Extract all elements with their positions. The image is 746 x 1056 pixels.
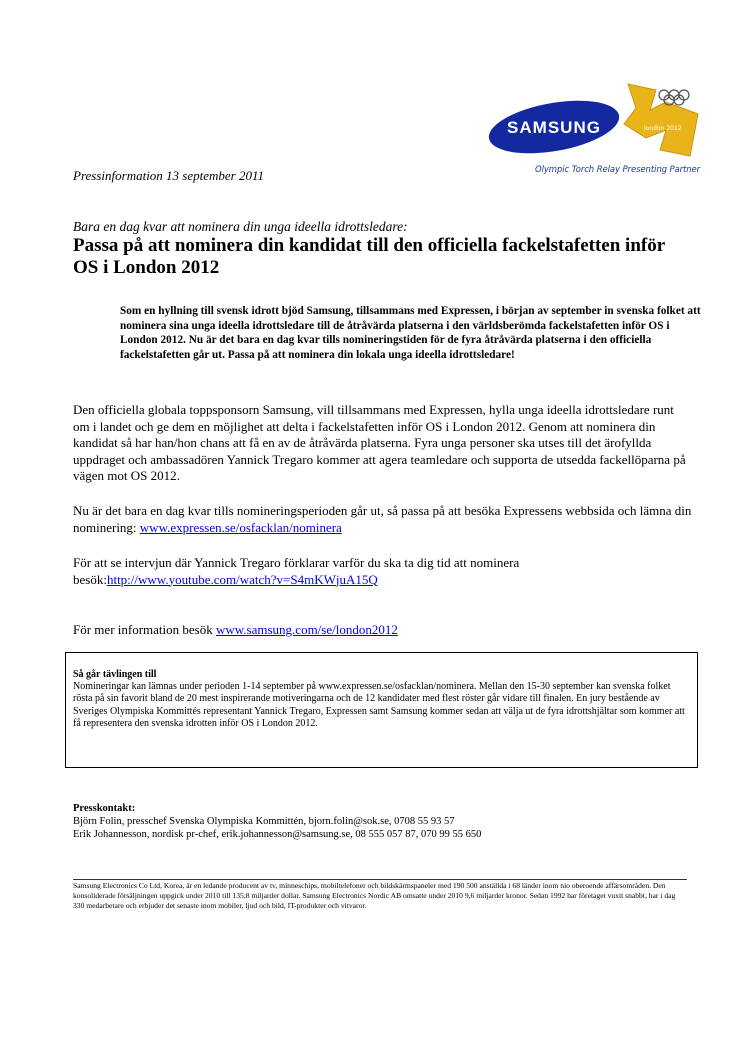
press-contact-line-1: Björn Folin, presschef Svenska Olympiska Kommittén, bjorn.folin@sok.se, 0708 55 93 57 bbox=[73, 816, 455, 827]
kicker: Bara en dag kvar att nominera din unga ideella idrottsledare: bbox=[73, 219, 408, 234]
body-paragraph-2 bbox=[73, 503, 693, 536]
svg-text:SAMSUNG: SAMSUNG bbox=[507, 118, 601, 137]
footer-boilerplate: Samsung Electronics Co Ltd, Korea, är en ledande producent av tv, minneschips, mobiltelefoner och bildskärmspaneler med 190 500 anställda i 68 länder inom nio oberoende affärsområden. Den konsoliderade försäljningen uppgick under 2010 till 135,8 miljarder dollar. Samsung Electronics Nordic AB omsatte under 2010 9,6 miljarder kronor. Sedan 1992 har företaget vuxit snabbt, har i dag 330 medarbetare och erbjuder det senaste inom mobiler, ljud och bild, IT-produkter och vitvaror. bbox=[73, 881, 676, 910]
dateline: Pressinformation 13 september 2011 bbox=[73, 168, 265, 183]
headline: Passa på att nominera din kandidat till den officiella fackelstafetten inför OS i London 2012 bbox=[73, 235, 665, 278]
info-box-text: Nomineringar kan lämnas under perioden 1-14 september på www.expressen.se/osfacklan/nominera. Mellan den 15-30 september kan svenska folket rösta på sin favorit bland de 20 mest inspirerande motiveringarna och de 12 kandidater med flest röster går vidare till finalen. En jury bestående av Sveriges Olympiska Kommittés representant Yannick Tregaro, Expressen samt Samsung kommer sedan att välja ut de fyra idrottshjältar som kommer att få representera den svenska idrotten inför OS i London 2012. bbox=[73, 681, 685, 729]
paragraph-2-text: Nu är det bara en dag kvar tills nomineringsperioden går ut, så passa på att besöka Expressens webbsida och lämna din nominering: bbox=[73, 503, 692, 535]
paragraph-4-text: För mer information besök bbox=[73, 622, 216, 637]
youtube-interview-link[interactable]: http://www.youtube.com/watch?v=S4mKWjuA15Q bbox=[106, 571, 378, 587]
press-contact-title: Presskontakt: bbox=[73, 803, 136, 814]
footer-divider bbox=[73, 879, 687, 880]
ingress: Som en hyllning till svensk idrott bjöd Samsung, tillsammans med Expressen, i början av september in svenska folket att nominera sina unga ideella idrottsledare till de åtråvärda platserna i den världsberömda fackelstafetten inför OS i London 2012. Nu är det bara en dag kvar tills nomineringstiden för de fyra åtråvärda platserna i den officiella fackelstafetten går ut. Passa på att nominera din lokala unga ideella idrottsledare! bbox=[120, 305, 701, 361]
body-paragraph-3 bbox=[73, 555, 693, 588]
info-box-title: Så går tävlingen till bbox=[73, 669, 157, 680]
press-contact-line-2: Erik Johannesson, nordisk pr-chef, erik.johannesson@samsung.se, 08 555 057 87, 070 99 55 650 bbox=[73, 829, 482, 840]
london-2012-logo bbox=[620, 80, 702, 162]
paragraph-3-text: För att se intervjun där Yannick Tregaro förklarar varför du ska ta dig tid att nominera besök: bbox=[73, 555, 520, 587]
svg-text:london 2012: london 2012 bbox=[644, 125, 682, 132]
samsung-logo bbox=[486, 98, 622, 156]
samsung-london2012-link[interactable]: www.samsung.com/se/london2012 bbox=[215, 622, 398, 637]
body-paragraph-4 bbox=[73, 622, 693, 639]
body-paragraph-1: Den officiella globala toppsponsorn Samsung, vill tillsammans med Expressen, hylla unga ideella idrottsledare runt om i landet och ge dem en möjlighet att delta i fackelstafetten inför OS i London 2012. Genom att nominera din kandidat så har han/hon chans att få en av de åtråvärda platserna. Fyra unga personer ska utses till det ärofyllda uppdraget och ambassadören Yannick Tregaro kommer att agera teamledare och supporta de utsedda fackellöparna på vägen mot OS 2012. bbox=[73, 402, 686, 483]
partner-tagline: Olympic Torch Relay Presenting Partner bbox=[535, 165, 701, 175]
expressen-nominera-link[interactable]: www.expressen.se/osfacklan/nominera bbox=[139, 519, 342, 535]
